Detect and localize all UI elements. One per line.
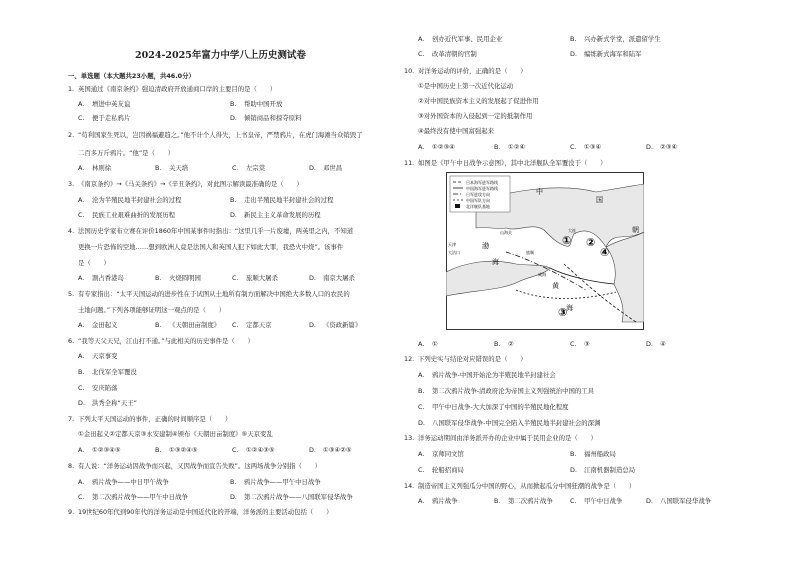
map-label-weihai: 威海 [538, 272, 546, 277]
option-label: C. [570, 497, 577, 505]
option-label: A. [78, 478, 85, 486]
question-number: 13. [404, 434, 415, 442]
option-text: 旅顺大屠杀 [246, 274, 278, 282]
option-text: 鸦片战争-中国开始沦为半殖民地半封建社会 [432, 371, 556, 379]
option-label: D. [570, 466, 577, 474]
option-label: A. [78, 352, 85, 360]
question-stem: “我等天父天兄，江山打不通。”与此相关的历史事件是（ ） [78, 337, 254, 345]
statement-item: ①是中国历史上第一次近代化运动 [418, 82, 514, 90]
map-label-dagu: 大沽口 [448, 250, 460, 255]
option-label: C. [232, 274, 239, 282]
option-label: B. [570, 450, 577, 458]
option-text: 左宗棠 [246, 164, 266, 172]
option-text: 鸦片战争——甲午中日战争 [244, 478, 321, 486]
option-label: D. [230, 114, 237, 122]
option-label: A. [78, 164, 85, 172]
option-text: 北伐军全军覆没 [92, 368, 137, 376]
option-text: 走出半殖民地半封建社会的过程 [244, 196, 334, 204]
option-label: B. [494, 340, 501, 348]
question-number: 9. [68, 508, 75, 516]
option-text: 创办近代军事、民用企业 [432, 35, 503, 43]
option-label: D. [309, 164, 316, 172]
question-number: 5. [68, 290, 75, 298]
map-label-china: 中 [536, 188, 543, 196]
option-text: 第二次鸦片战争 [508, 497, 553, 505]
option-text: 《天朝田亩制度》 [169, 321, 221, 329]
option-text: 定都天京 [246, 321, 272, 329]
option-text: 鸦片战争 [432, 497, 458, 505]
option-label: D. [309, 321, 316, 329]
option-text: ①②③④⑤ [92, 446, 121, 454]
question-number: 6. [68, 337, 75, 345]
option-label: A. [78, 274, 85, 282]
option-label: A. [418, 497, 425, 505]
map-marker: ② [586, 236, 596, 249]
question-stem: 洋务运动期间由洋务派开办的企业中属于民用企业的是（ ） [418, 434, 597, 442]
option-text: 八国联军侵华战争 [660, 497, 712, 505]
question-number: 1. [68, 85, 75, 93]
option-label: C. [78, 493, 85, 501]
option-text: 倾销商品和掠夺原料 [244, 114, 302, 122]
option-text: 鸦片战争——中日甲午战争 [92, 478, 169, 486]
question-stem-cont: 更换一片恐怖的空地……想到欧洲人竟是法国人和英国人犯下如此大罪，我恐火中烧”。该事件 [78, 243, 344, 251]
option-text: 京师同文馆 [432, 450, 464, 458]
map-marker: ③ [558, 306, 568, 319]
option-text: 民族工业艰难曲折的发展历程 [92, 211, 176, 219]
option-label: C. [418, 466, 425, 474]
question-stem-cont: ①金田起义②定都天京③永安建制④颁布《天朝田亩制度》⑤天京变乱 [78, 430, 273, 438]
option-text: 第二次鸦片战争——八国联军侵华战争 [244, 493, 353, 501]
option-text: 邓世昌 [323, 164, 343, 172]
option-text: ②③④ [660, 143, 678, 151]
option-text: 编练新式海军和陆军 [584, 50, 642, 58]
option-text: 第二次鸦片战争-清政府沦为帝国主义列强统治中国的工具 [432, 387, 595, 395]
legend-item: 中国海军进军路线 [466, 186, 498, 191]
option-label: B. [570, 35, 577, 43]
option-label: C. [570, 340, 577, 348]
map-label-china2: 国 [596, 196, 603, 204]
legend-item: 中国军队方向 [466, 198, 490, 203]
question-stem: 19世纪60年代到90年代的洋务运动是中国近代化的开端，洋务派的主要活动包括（ ） [78, 508, 333, 516]
option-text: ①③②④⑤ [169, 446, 198, 454]
option-text: 增进中英友谊 [92, 100, 131, 108]
question-stem-cont: 二百多万斤鸦片。“他”是（ ） [78, 149, 175, 157]
option-label: D. [646, 340, 653, 348]
option-label: D. [570, 50, 577, 58]
option-label: D. [646, 497, 653, 505]
option-text: ① [432, 340, 438, 348]
option-label: B. [494, 143, 501, 151]
legend-item: 日军进攻方向 [466, 192, 490, 197]
option-text: 割占香港岛 [92, 274, 124, 282]
question-stem: 有人说：“洋务运动因战争而兴起，又因战争而宣告失败”。这两场战争分别指（ ） [78, 462, 322, 470]
question-stem: 下列太平天国运动的事件，正确的时间顺序是（ ） [78, 415, 232, 423]
question-number: 7. [68, 415, 75, 423]
option-label: B. [230, 100, 237, 108]
option-label: B. [155, 321, 162, 329]
option-label: C. [418, 403, 425, 411]
option-text: ①③④②⑤ [323, 446, 352, 454]
map-label-lushun: 旅顺 [526, 250, 534, 255]
question-stem-cont: 土地问题。”下列各项能够证明这一观点的是（ ） [78, 306, 226, 314]
map-label-yellow: 黄 [552, 282, 559, 290]
map-marker: ④ [600, 246, 610, 259]
option-text: 甲午中日战争 [584, 497, 623, 505]
option-label: C. [232, 321, 239, 329]
option-text: 林则徐 [92, 164, 112, 172]
statement-item: ④最终没有使中国富强起来 [418, 127, 495, 135]
option-text: 火烧圆明园 [169, 274, 201, 282]
option-text: ①②④③⑤ [246, 446, 275, 454]
option-label: A. [78, 100, 85, 108]
option-text: 关天培 [169, 164, 189, 172]
option-text: ③ [584, 340, 590, 348]
option-text: 沦为半殖民地半封建社会的过程 [92, 196, 182, 204]
map-marker: ① [562, 234, 572, 247]
question-stem: “苟利国家生死以，岂因祸福避趋之。”他不计个人得失，上书皇帝，严禁鸦片，在虎门海滩当众销毁了 [78, 131, 363, 139]
option-label: A. [418, 143, 425, 151]
option-text: 新民主主义革命发展的历程 [244, 211, 321, 219]
option-text: 《资政新篇》 [323, 321, 362, 329]
option-text: ①②③④ [432, 143, 455, 151]
option-label: B. [230, 196, 237, 204]
option-label: C. [570, 143, 577, 151]
option-label: C. [418, 50, 425, 58]
map-label-korea: 朝 [632, 226, 639, 234]
question-stem: 《南京条约》→《马关条约》→《辛丑条约》，对此图示解读最准确的是（ ） [78, 180, 303, 188]
legend-item: 日本海军进军路线 [466, 180, 498, 185]
war-map [446, 172, 644, 330]
map-label-sea: 海 [566, 304, 573, 312]
option-label: D. [309, 274, 316, 282]
question-number: 10. [404, 67, 415, 75]
option-label: C. [232, 446, 239, 454]
option-label: A. [78, 446, 85, 454]
option-label: B. [230, 478, 237, 486]
question-stem: 制造帝国主义列强瓜分中国的野心，从而掀起瓜分中国狂潮的战争是（ ） [418, 482, 636, 490]
map-label-bohai: 渤 [482, 242, 489, 250]
map-label-shanhaiguan: 山海关 [500, 230, 512, 235]
option-label: B. [78, 368, 85, 376]
question-number: 2. [68, 131, 75, 139]
option-text: ② [508, 340, 514, 348]
question-number: 11. [404, 159, 415, 167]
question-number: 12. [404, 355, 415, 363]
legend-item: 北洋舰队基地 [466, 204, 490, 209]
section-heading: 一、单选题（本大题共23小题，共46.0分） [68, 72, 195, 80]
map-label-dalian: 大连 [568, 228, 576, 233]
option-label: A. [78, 321, 85, 329]
option-text: 便于走私鸦片 [92, 114, 131, 122]
statement-item: ③对外国资本的入侵起到一定的抵制作用 [418, 112, 533, 120]
question-number: 3. [68, 180, 75, 188]
question-stem: 法国历史学家布立赛在评价1860年中国某事件时指出：“这里几乎一片废墟，两英里之内，不知道 [78, 227, 354, 235]
question-stem: 如图是《甲午中日战争示意图》，其中北洋舰队全军覆没于（ ） [418, 159, 607, 167]
question-number: 4. [68, 227, 75, 235]
map-label-tianjin: 天津 [448, 242, 456, 247]
option-text: 金田起义 [92, 321, 118, 329]
question-number: 14. [404, 482, 415, 490]
option-label: D. [230, 493, 237, 501]
statement-item: ②对中国民族资本主义的发展起了促进作用 [418, 97, 539, 105]
question-number: 8. [68, 462, 75, 470]
option-text: ①②④ [508, 143, 526, 151]
option-label: B. [155, 164, 162, 172]
option-label: D. [418, 419, 425, 427]
option-label: C. [78, 114, 85, 122]
question-stem: 有专家指出：“太平天国运动的进步性在于试图从土地所有制方面解决中国绝大多数人口的农民的 [78, 290, 350, 298]
question-stem: 下列史实与结论对应错误的是（ ） [418, 355, 527, 363]
option-text: 兴办新式学堂，派遣留学生 [584, 35, 661, 43]
option-text: 改革清朝的官制 [432, 50, 477, 58]
option-label: D. [309, 446, 316, 454]
option-text: 八国联军侵华战争-中国完全陷入半殖民地半封建社会的深渊 [432, 419, 601, 427]
option-label: B. [418, 387, 425, 395]
option-text: 帮助中国开放 [244, 100, 283, 108]
option-text: ①③④ [584, 143, 602, 151]
option-label: D. [646, 143, 653, 151]
option-label: D. [230, 211, 237, 219]
map-label-sea2: 海 [492, 258, 499, 266]
question-stem: 对洋务运动的评价，正确的是（ ） [418, 67, 527, 75]
option-text: 洪秀全称“天王” [92, 399, 137, 407]
option-label: C. [78, 384, 85, 392]
option-text: 江南机器制造总局 [584, 466, 636, 474]
option-label: B. [155, 446, 162, 454]
option-label: A. [418, 340, 425, 348]
option-label: A. [418, 450, 425, 458]
option-label: B. [494, 497, 501, 505]
option-text: 轮船招商局 [432, 466, 464, 474]
question-stem-cont: 是（ ） [78, 259, 110, 267]
exam-title: 2024-2025年富力中学八上历史测试卷 [135, 50, 306, 61]
option-text: 南京大屠杀 [323, 274, 355, 282]
option-label: D. [78, 399, 85, 407]
option-label: C. [78, 211, 85, 219]
option-label: A. [78, 196, 85, 204]
option-label: A. [418, 371, 425, 379]
option-text: 福州船政局 [584, 450, 616, 458]
option-text: 第二次鸦片战争——甲午中日战争 [92, 493, 188, 501]
option-label: A. [418, 35, 425, 43]
option-text: ④ [660, 340, 666, 348]
option-text: 安庆陷落 [92, 384, 118, 392]
option-text: 天京事变 [92, 352, 118, 360]
option-text: 甲午中日战争-大大加深了中国的半殖民地化程度 [432, 403, 569, 411]
option-label: C. [232, 164, 239, 172]
option-label: B. [155, 274, 162, 282]
question-stem: 英国通过《南京条约》强迫清政府开放通商口岸的主要目的是（ ） [78, 85, 277, 93]
